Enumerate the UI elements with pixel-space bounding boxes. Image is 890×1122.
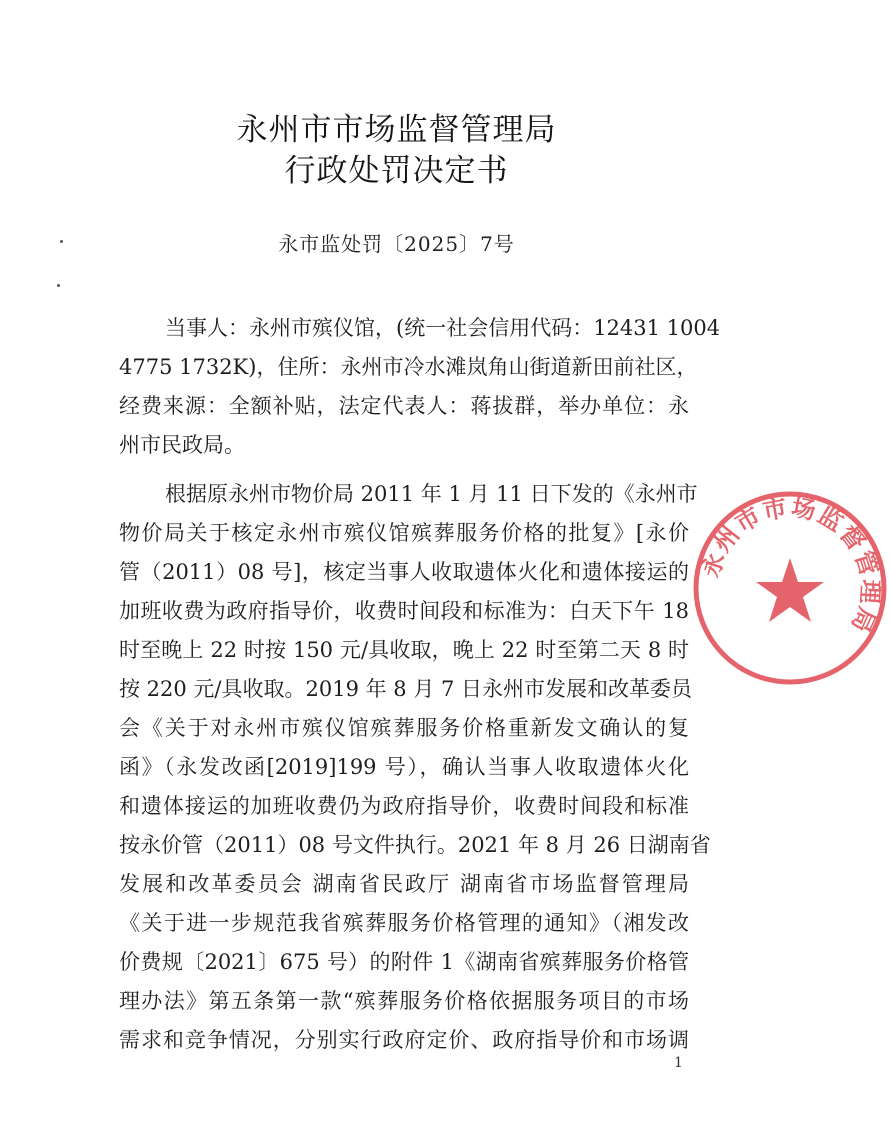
body-line: 按 220 元/具收取。2019 年 8 月 7 日永州市发展和改革委员 [119,677,693,701]
body-line: 州市民政局。 [119,433,245,457]
document-number: 永市监处罚〔2025〕7号 [278,232,515,256]
scan-speck [60,240,63,243]
body-line: 会《关于对永州市殡仪馆殡葬服务价格重新发文确认的复 [119,716,689,740]
body-line: 理办法》第五条第一款“殡葬服务价格依据服务项目的市场 [119,989,689,1013]
svg-text:永州市市场监督管理局: 永州市市场监督管理局 [696,493,885,639]
scan-speck [57,284,60,287]
body-line: 加班收费为政府指导价，收费时间段和标准为：白天下午 18 [119,599,689,623]
body-line: 价费规〔2021〕675 号）的附件 1《湖南省殡葬服务价格管 [119,950,689,974]
body-line: 经费来源：全额补贴，法定代表人：蒋拔群，举办单位：永 [119,394,689,418]
document-title-type: 行政处罚决定书 [284,153,509,189]
body-line: 当事人：永州市殡仪馆，(统一社会信用代码：12431 1004 [165,316,721,340]
page-number: 1 [674,1055,683,1071]
body-line: 《关于进一步规范我省殡葬服务价格管理的通知》（湘发改 [119,911,689,935]
body-line: 和遗体接运的加班收费仍为政府指导价，收费时间段和标准 [119,794,689,818]
body-line: 发展和改革委员会 湖南省民政厅 湖南省市场监督管理局 [119,872,689,896]
body-line: 函》（永发改函[2019]199 号），确认当事人收取遗体火化 [119,755,689,779]
body-line: 需求和竞争情况，分别实行政府定价、政府指导价和市场调 [119,1028,689,1052]
body-line: 按永价管（2011）08 号文件执行。2021 年 8 月 26 日湖南省 [119,833,711,857]
body-line: 4775 1732K)，住所：永州市冷水滩岚角山街道新田前社区， [119,355,698,379]
body-line: 管（2011）08 号]，核定当事人收取遗体火化和遗体接运的 [119,560,689,584]
body-line: 时至晚上 22 时按 150 元/具收取，晚上 22 时至第二天 8 时 [119,638,689,662]
body-line: 根据原永州市物价局 2011 年 1 月 11 日下发的《永州市 [165,482,698,506]
document-title-agency: 永州市市场监督管理局 [236,112,557,148]
body-line: 物价局关于核定永州市殡仪馆殡葬服务价格的批复》[永价 [119,521,689,545]
official-seal-stamp [690,488,890,688]
